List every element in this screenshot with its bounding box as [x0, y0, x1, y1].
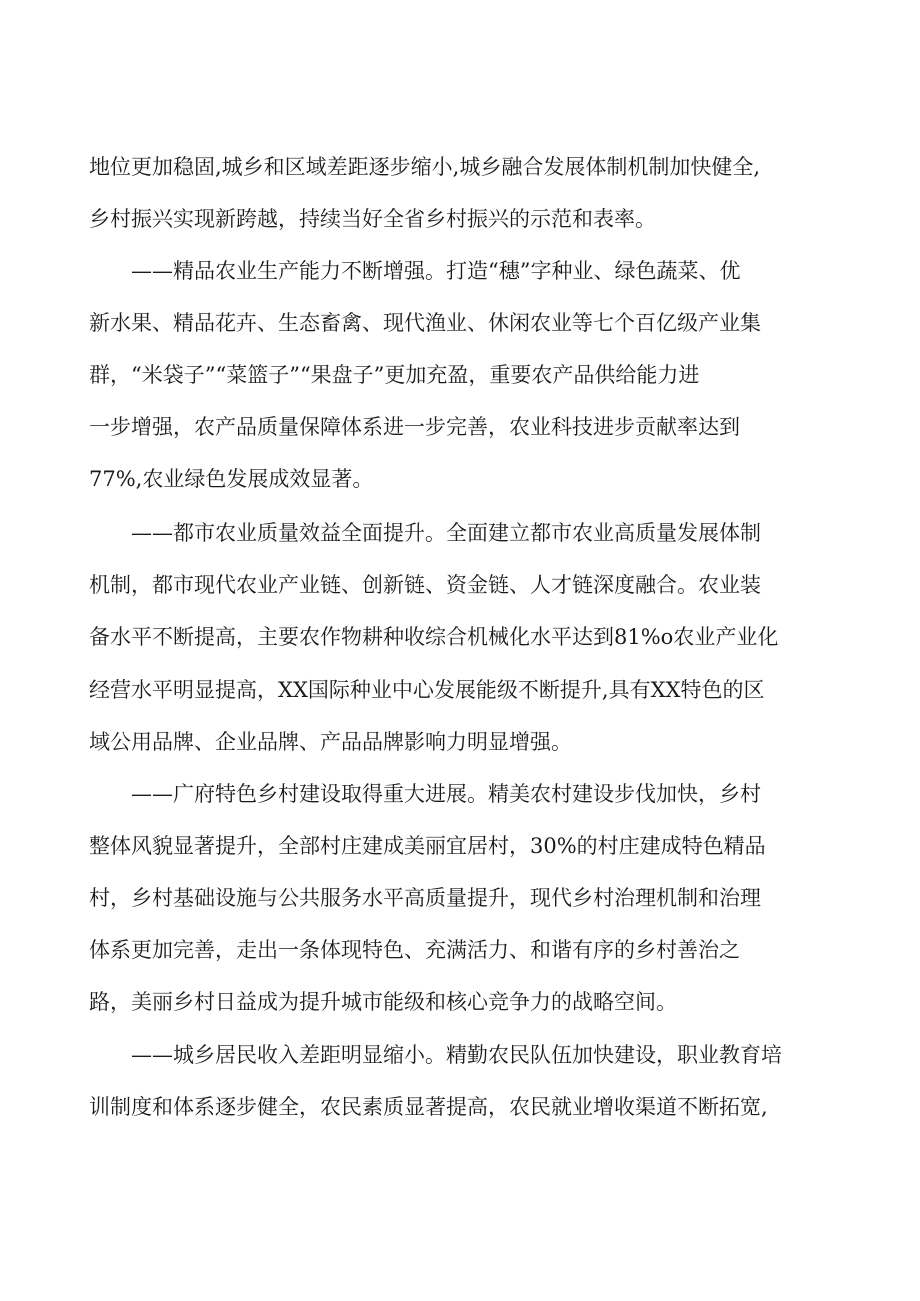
paragraph-start-line: ——精品农业生产能力不断增强。打造“穗”字种业、绿色蔬菜、优	[131, 259, 741, 283]
text-line: 域公用品牌、企业品牌、产品品牌影响力明显增强。	[89, 730, 572, 754]
text-line: 乡村振兴实现新跨越，持续当好全省乡村振兴的示范和表率。	[89, 207, 656, 231]
paragraph-start-line: ——广府特色乡村建设取得重大进展。精美农村建设步伐加快，乡村	[131, 782, 761, 806]
paragraph-start-line: ——城乡居民收入差距明显缩小。精勤农民队伍加快建设，职业教育培	[131, 1043, 782, 1067]
text-line: 整体风貌显著提升，全部村庄建成美丽宜居村，30%的村庄建成特色精品	[89, 834, 766, 858]
text-line: 一步增强，农产品质量保障体系进一步完善，农业科技进步贡献率达到	[89, 415, 740, 439]
text-line: 路，美丽乡村日益成为提升城市能级和核心竞争力的战略空间。	[89, 990, 677, 1014]
paragraph-start-line: ——都市农业质量效益全面提升。全面建立都市农业高质量发展体制	[131, 521, 761, 545]
text-line: 训制度和体系逐步健全，农民素质显著提高，农民就业增收渠道不断拓宽,	[89, 1095, 768, 1119]
text-line: 体系更加完善，走出一条体现特色、充满活力、和谐有序的乡村善治之	[89, 938, 740, 962]
text-line: 地位更加稳固,城乡和区域差距逐步缩小,城乡融合发展体制机制加快健全,	[89, 155, 761, 179]
text-line: 村，乡村基础设施与公共服务水平高质量提升，现代乡村治理机制和治理	[89, 886, 761, 910]
text-line: 机制，都市现代农业产业链、创新链、资金链、人才链深度融合。农业装	[89, 573, 761, 597]
text-line: 77%,农业绿色发展成效显著。	[89, 467, 374, 491]
text-line: 新水果、精品花卉、生态畜禽、现代渔业、休闲农业等七个百亿级产业集	[89, 311, 761, 335]
text-line: 经营水平明显提高，XX国际种业中心发展能级不断提升,具有XX特色的区	[89, 678, 765, 702]
text-line: 备水平不断提高，主要农作物耕种收综合机械化水平达到81%o农业产业化	[89, 625, 779, 649]
text-line: 群，“米袋子”“菜篮子”“果盘子”更加充盈，重要农产品供给能力进	[89, 363, 700, 387]
